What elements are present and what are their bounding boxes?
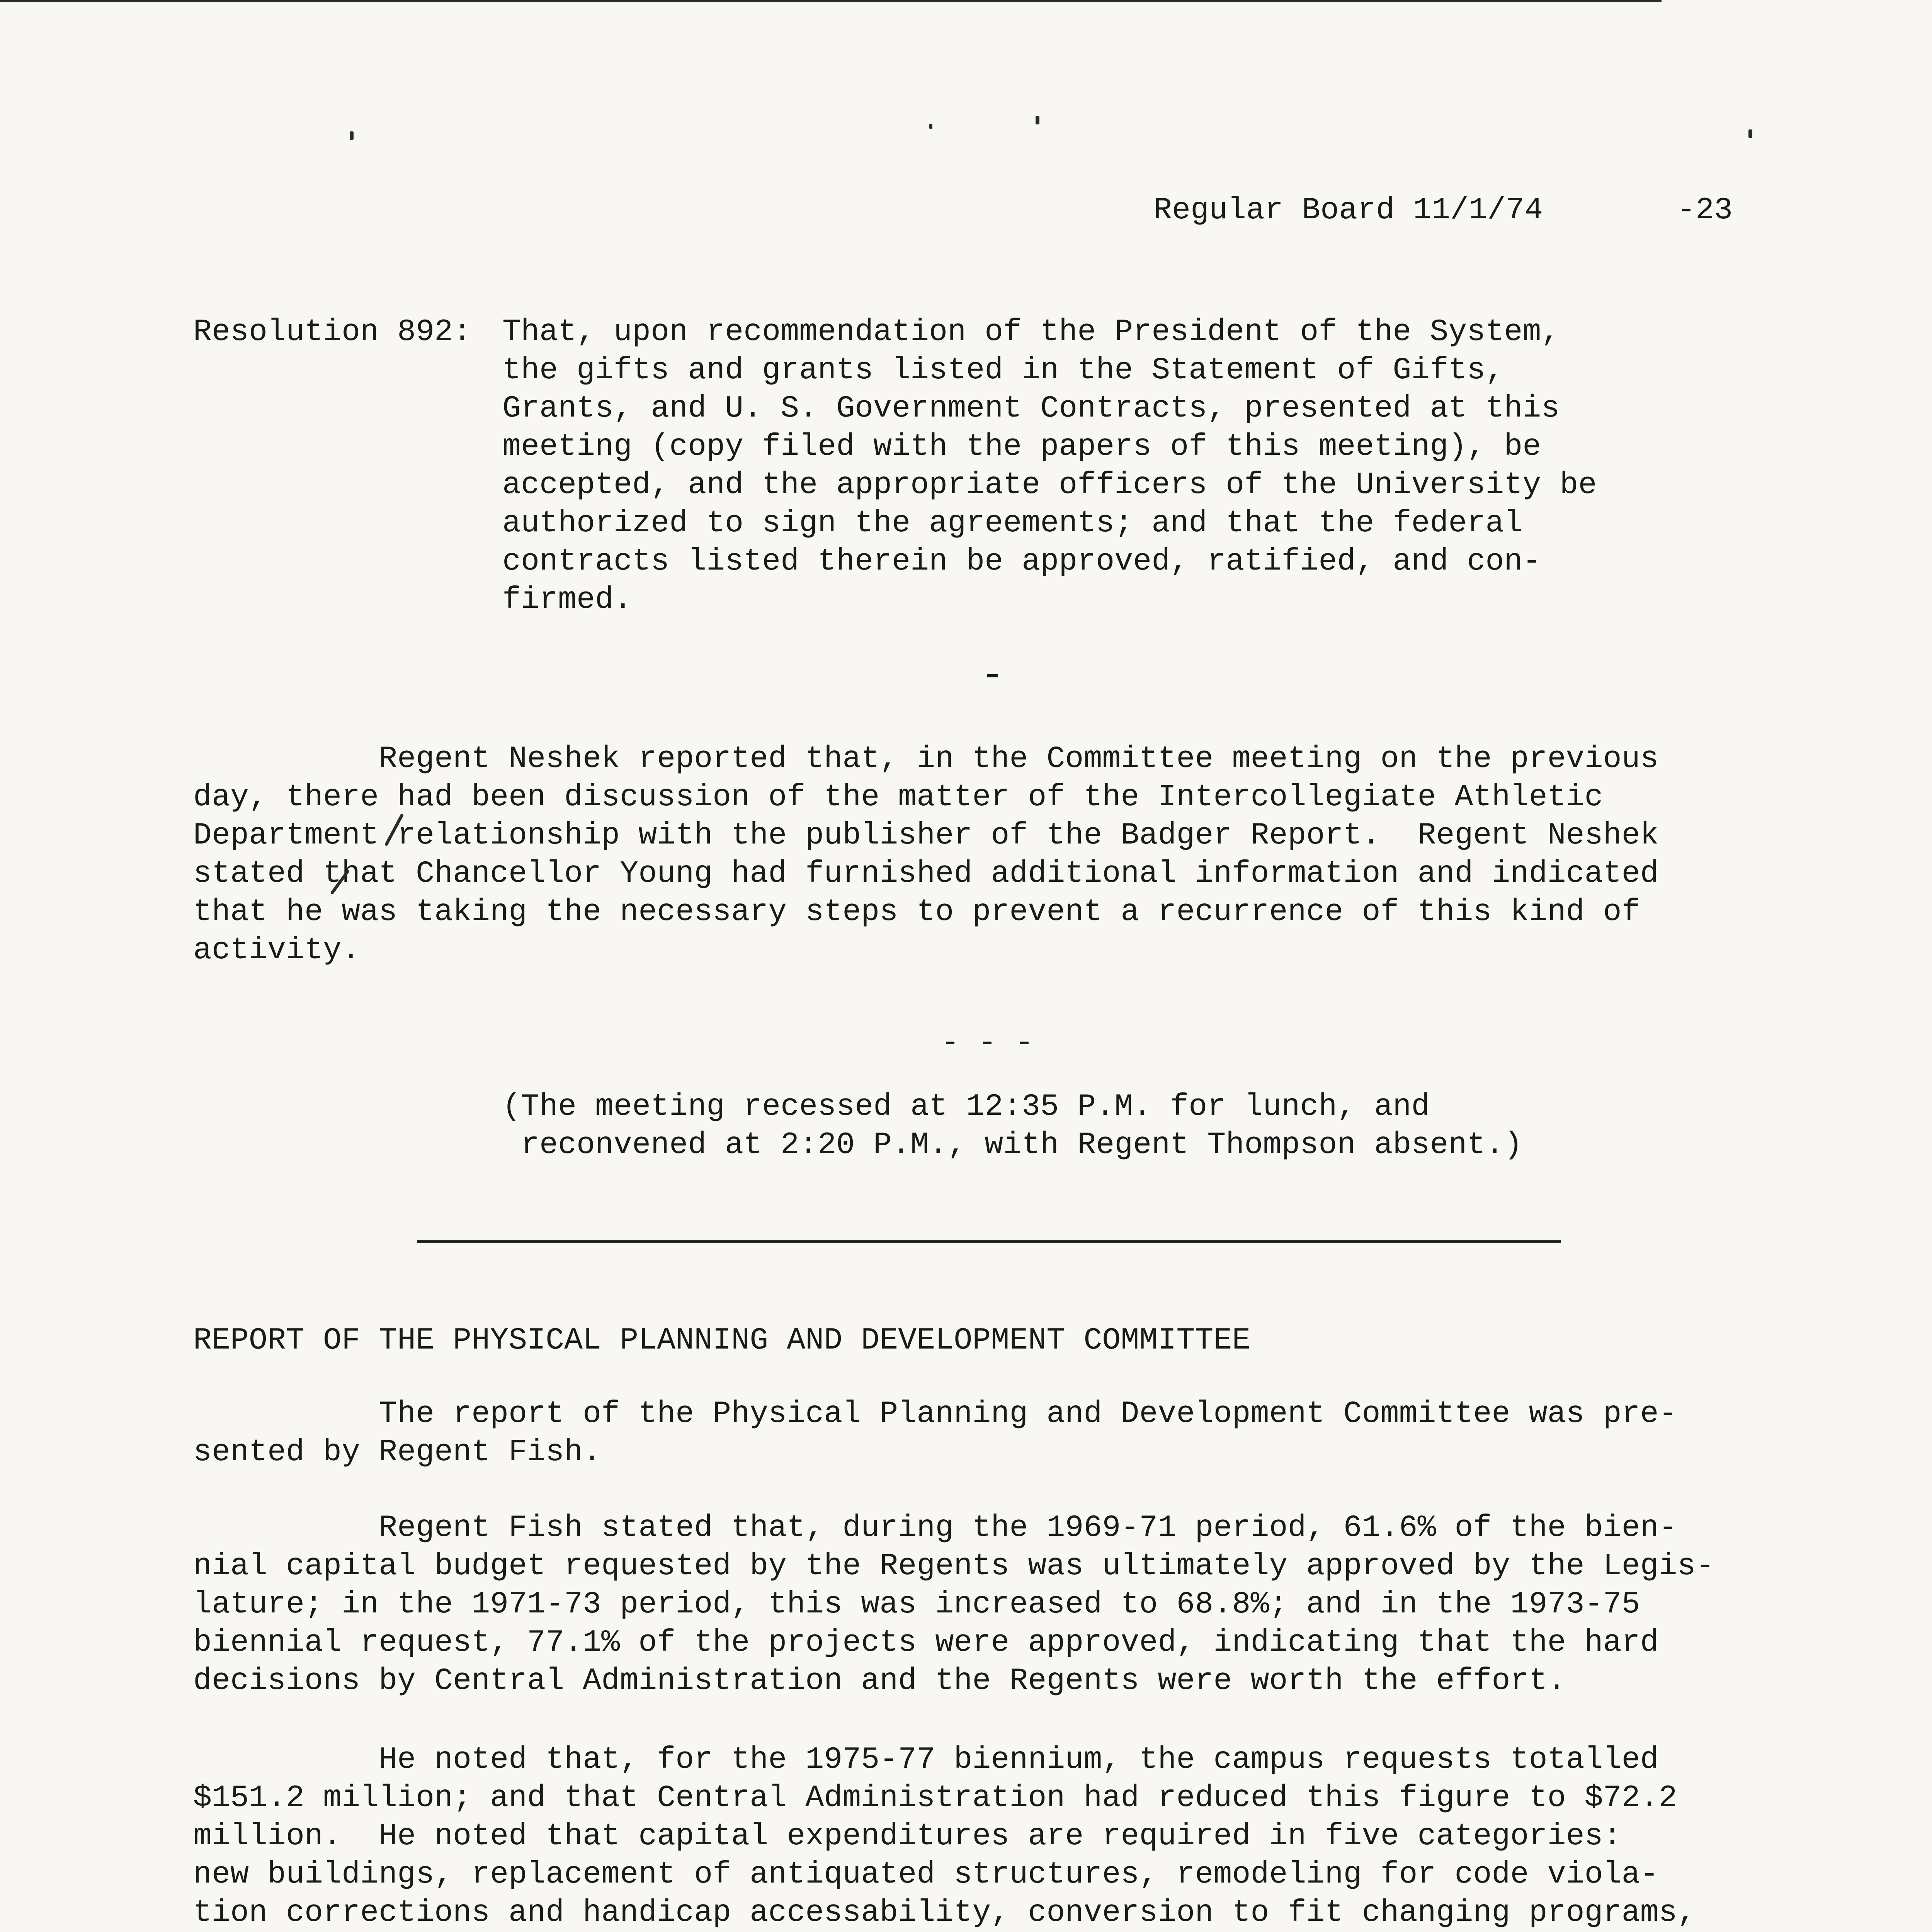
paragraph-line: Regent Neshek reported that, in the Committee meeting on the previous [193,742,1659,777]
resolution-label: Resolution 892: [193,315,472,350]
page-header-board: Regular Board 11/1/74 [1153,193,1543,228]
resolution-line: firmed. [502,582,633,617]
triple-dash-separator: - - - [941,1026,1034,1061]
resolution-line: That, upon recommendation of the President of the System, [502,315,1560,350]
resolution-line: authorized to sign the agreements; and that the federal [502,506,1523,541]
paragraph-line: activity. [193,933,361,968]
paragraph-line: lature; in the 1971-73 period, this was increased to 68.8%; and in the 1973-75 [193,1587,1640,1622]
paragraph-line: stated that Chancellor Young had furnished additional information and indicated [193,856,1659,891]
page-header-number: -23 [1677,193,1733,228]
resolution-line: accepted, and the appropriate officers of the University be [502,468,1597,503]
paragraph-line: $151.2 million; and that Central Administration had reduced this figure to $72.2 [193,1781,1677,1816]
paragraph-line: sented by Regent Fish. [193,1435,602,1470]
recess-note-line: (The meeting recessed at 12:35 P.M. for lunch, and [502,1089,1430,1124]
resolution-line: Grants, and U. S. Government Contracts, presented at this [502,391,1560,426]
paragraph-line: biennial request, 77.1% of the projects were approved, indicating that the hard [193,1625,1659,1660]
paragraph-line: The report of the Physical Planning and Development Committee was pre- [193,1396,1677,1432]
section-title: REPORT OF THE PHYSICAL PLANNING AND DEVELOPMENT COMMITTEE [193,1323,1251,1358]
paragraph-line: tion corrections and handicap accessability, conversion to fit changing programs, [193,1895,1696,1930]
paragraph-line: new buildings, replacement of antiquated structures, remodeling for code viola- [193,1857,1659,1892]
paragraph-line: decisions by Central Administration and the Regents were worth the effort. [193,1663,1566,1699]
resolution-line: meeting (copy filed with the papers of this meeting), be [502,429,1541,464]
paragraph-line: Regent Fish stated that, during the 1969-71 period, 61.6% of the bien- [193,1510,1677,1546]
check-tick-that [332,871,348,893]
recess-note-line: reconvened at 2:20 P.M., with Regent Thompson absent.) [502,1128,1523,1163]
paragraph-line: day, there had been discussion of the matter of the Intercollegiate Athletic [193,780,1603,815]
check-tick-department [386,815,402,844]
resolution-line: contracts listed therein be approved, ratified, and con- [502,544,1541,579]
paragraph-line: that he was taking the necessary steps to prevent a recurrence of this kind of [193,895,1640,930]
paragraph-line: nial capital budget requested by the Regents was ultimately approved by the Legis- [193,1549,1714,1584]
resolution-line: the gifts and grants listed in the Statement of Gifts, [502,353,1504,388]
paragraph-line: Department relationship with the publisher of the Badger Report. Regent Neshek [193,818,1659,853]
paragraph-line: million. He noted that capital expenditures are required in five categories: [193,1819,1622,1854]
paragraph-line: He noted that, for the 1975-77 biennium, the campus requests totalled [193,1742,1659,1777]
